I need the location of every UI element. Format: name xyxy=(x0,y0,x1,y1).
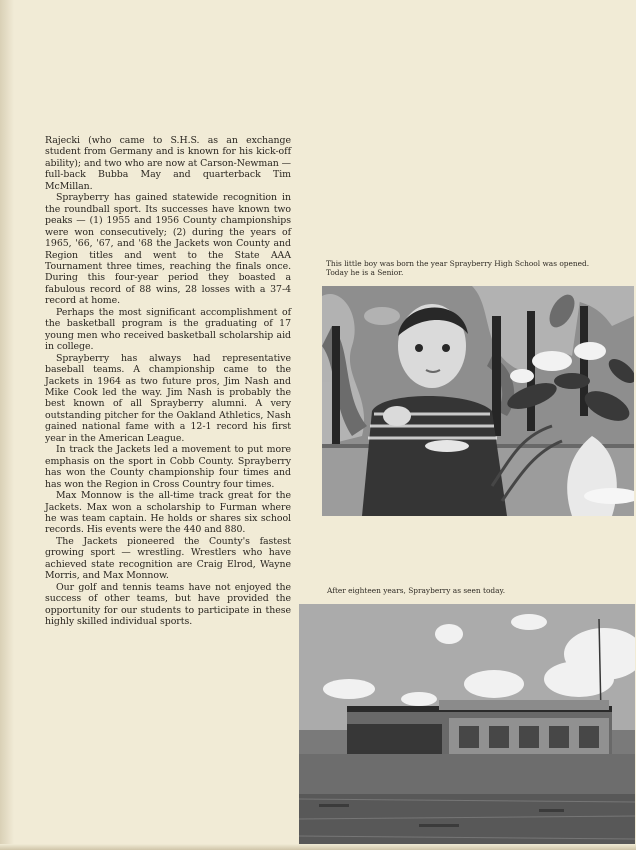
article-paragraph: In track the Jackets led a movement to put more emphasis on the sport in Cobb County. Sprayberry has won the County championship four times and has won the Region in Cross Country four times. xyxy=(45,444,291,490)
school-photo-caption: After eighteen years, Sprayberry as seen today. xyxy=(327,586,506,595)
page-binding-shadow xyxy=(0,0,14,850)
article-paragraph: The Jackets pioneered the County's fastest growing sport — wrestling. Wrestlers who have achieved state recognition are Craig Elrod, Wayne Morris, and Max Monnow. xyxy=(45,535,291,582)
article-paragraph: Perhaps the most significant accomplishment of the basketball program is the graduating of 17 young men who received basketball scholarship aid in college. xyxy=(45,306,291,353)
article-paragraph: Rajecki (who came to S.H.S. as an exchange student from Germany and is known for his kick-off ability); and two who are now at Carson-Newman — full-back Bubba May and quarterback Tim McMillan. xyxy=(45,135,291,192)
school-photo xyxy=(299,604,635,848)
page-bottom-edge xyxy=(0,844,636,850)
boy-photo xyxy=(322,286,634,516)
article-paragraph: Sprayberry has gained statewide recognition in the roundball sport. Its successes have known two peaks — (1) 1955 and 1956 County championships were won consecutively; (2) during the years of 1965, '66, '67, and '68 the Jackets won County and Region titles and went to the State AAA Tournament three times, reaching the finals once. During this four-year period they boasted a fabulous record of 88 wins, 28 losses with a 37-4 record at home. xyxy=(45,192,291,307)
article-paragraph: Sprayberry has always had representative baseball teams. A championship came to the Jackets in 1964 as two future pros, Jim Nash and Mike Cook led the way. Jim Nash is probably the best known of all Sprayberry alumni. A very outstanding pitcher for the Oakland Athletics, Nash gained national fame with a 12-1 record his first year in the American League. xyxy=(45,352,291,444)
boy-photo-caption: This little boy was born the year Sprayberry High School was opened. Today he is a Senior. xyxy=(326,259,590,277)
article-paragraph: Max Monnow is the all-time track great for the Jackets. Max won a scholarship to Furman where he was team captain. He holds or shares six school records. His events were the 440 and 880. xyxy=(45,490,291,536)
article-paragraph: Our golf and tennis teams have not enjoyed the success of other teams, but have provided the opportunity for our students to participate in these highly skilled individual sports. xyxy=(45,581,291,628)
school-photo-illustration xyxy=(299,604,635,848)
boy-photo-illustration xyxy=(322,286,634,516)
article-text xyxy=(45,135,291,627)
